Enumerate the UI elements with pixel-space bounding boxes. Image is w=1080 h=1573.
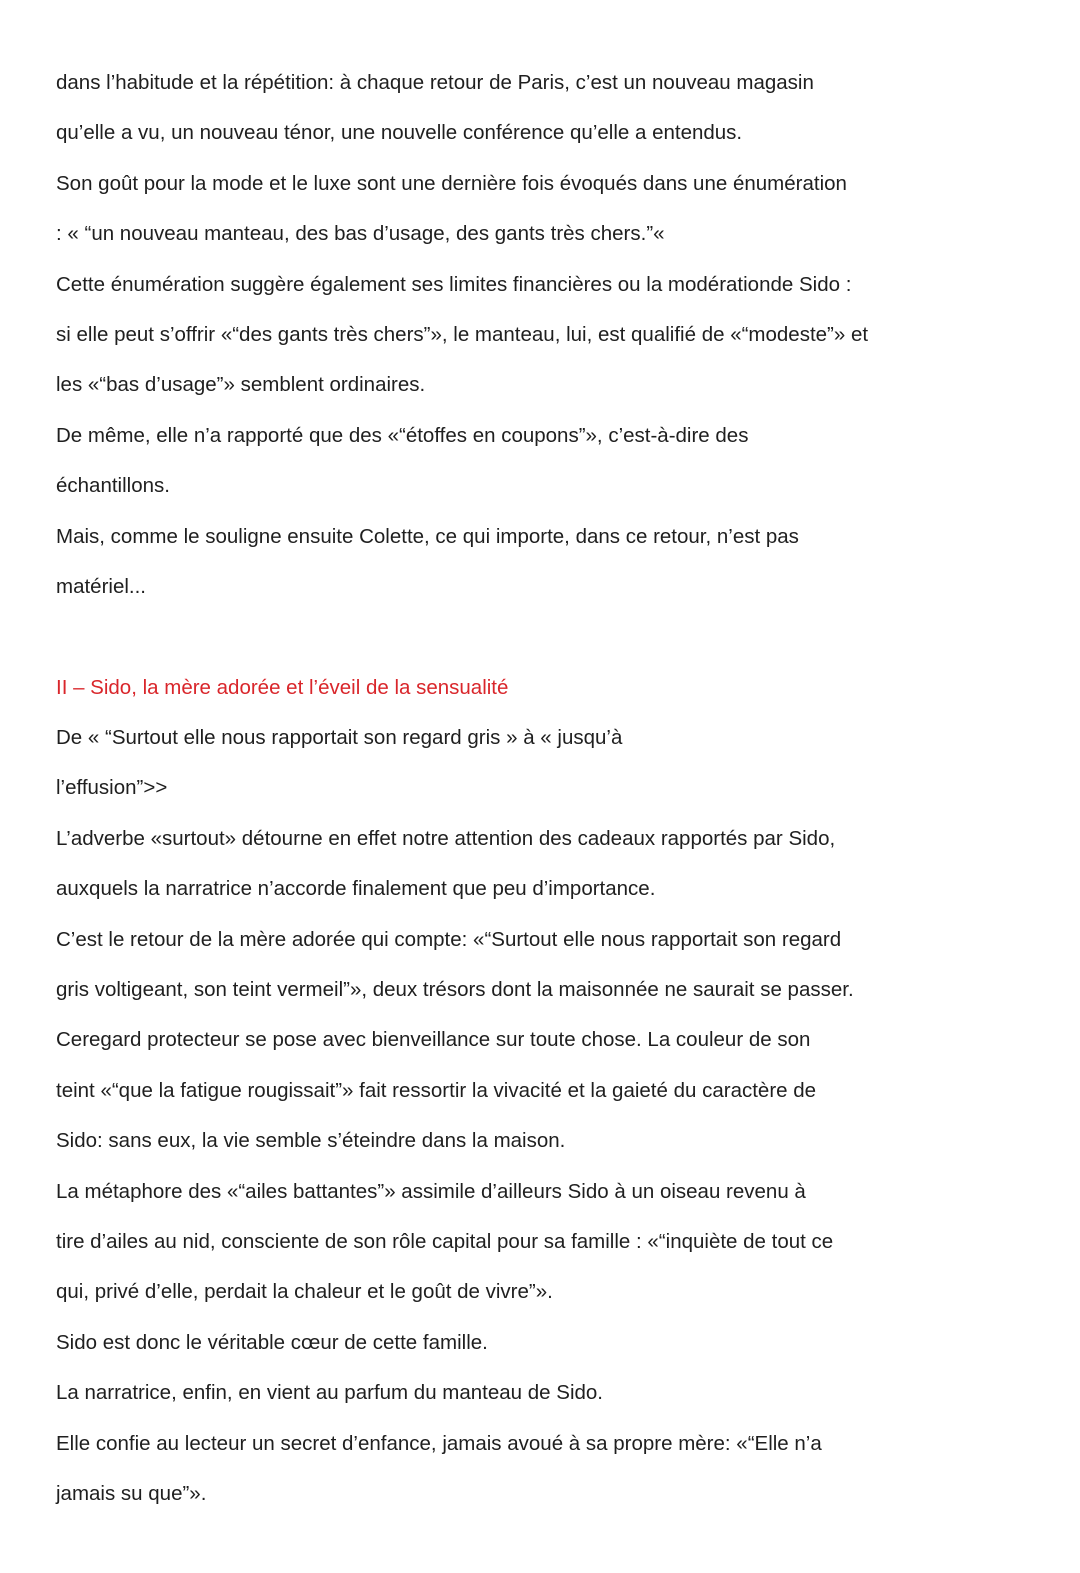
text-line: Ceregard protecteur se pose avec bienveillance sur toute chose. La couleur de son: [56, 1028, 811, 1052]
text-line: : « “un nouveau manteau, des bas d’usage, des gants très chers.”«: [56, 222, 665, 246]
paragraph: [56, 713, 1026, 814]
text-line: Son goût pour la mode et le luxe sont une dernière fois évoqués dans une énumération: [56, 171, 847, 195]
text-line: La narratrice, enfin, en vient au parfum du manteau de Sido.: [56, 1381, 604, 1405]
text-line: qui, privé d’elle, perdait la chaleur et le goût de vivre”».: [56, 1280, 553, 1304]
text-line: matériel...: [56, 574, 146, 598]
paragraph: [56, 915, 1026, 1167]
section-heading: II – Sido, la mère adorée et l’éveil de la sensualité: [56, 675, 509, 699]
text-line: gris voltigeant, son teint vermeil”», deux trésors dont la maisonnée ne saurait se passer.: [56, 978, 854, 1002]
text-line: Cette énumération suggère également ses limites financières ou la modérationde Sido :: [56, 272, 852, 296]
paragraph: [56, 1167, 1026, 1318]
text-line: si elle peut s’offrir «“des gants très chers”», le manteau, lui, est qualifié de «“modeste”» et: [56, 322, 869, 346]
paragraph: [56, 159, 1026, 260]
text-line: L’adverbe «surtout» détourne en effet notre attention des cadeaux rapportés par Sido,: [56, 826, 836, 850]
paragraph: [56, 1318, 1026, 1368]
text-line: l’effusion”>>: [56, 776, 168, 800]
text-line: La métaphore des «“ailes battantes”» assimile d’ailleurs Sido à un oiseau revenu à: [56, 1179, 806, 1203]
text-line: Sido: sans eux, la vie semble s’éteindre dans la maison.: [56, 1129, 566, 1153]
text-line: Elle confie au lecteur un secret d’enfance, jamais avoué à sa propre mère: «“Elle n’a: [56, 1431, 822, 1455]
paragraph: [56, 58, 1026, 159]
text-line: teint «“que la fatigue rougissait”» fait ressortir la vivacité et la gaieté du caractère de: [56, 1078, 817, 1102]
text-line: Mais, comme le souligne ensuite Colette, ce qui importe, dans ce retour, n’est pas: [56, 524, 799, 548]
text-line: auxquels la narratrice n’accorde finalement que peu d’importance.: [56, 877, 656, 901]
text-line: De « “Surtout elle nous rapportait son regard gris » à « jusqu’à: [56, 726, 623, 750]
paragraph: [56, 260, 1026, 411]
paragraph: [56, 814, 1026, 915]
paragraph: [56, 1368, 1026, 1418]
section-gap: [56, 612, 1026, 662]
text-line: De même, elle n’a rapporté que des «“étoffes en coupons”», c’est-à-dire des: [56, 423, 749, 447]
text-line: échantillons.: [56, 474, 170, 498]
paragraph: [56, 1419, 1026, 1520]
document-page: [56, 58, 1026, 1519]
text-line: qu’elle a vu, un nouveau ténor, une nouvelle conférence qu’elle a entendus.: [56, 121, 743, 145]
paragraph: [56, 411, 1026, 512]
paragraph: [56, 512, 1026, 613]
text-line: les «“bas d’usage”» semblent ordinaires.: [56, 373, 426, 397]
text-line: Sido est donc le véritable cœur de cette famille.: [56, 1330, 488, 1354]
text-line: jamais su que”».: [56, 1481, 207, 1505]
text-line: dans l’habitude et la répétition: à chaque retour de Paris, c’est un nouveau magasin: [56, 71, 814, 94]
text-line: tire d’ailes au nid, consciente de son rôle capital pour sa famille : «“inquiète de tout ce: [56, 1229, 834, 1253]
text-line: C’est le retour de la mère adorée qui compte: «“Surtout elle nous rapportait son regard: [56, 927, 842, 951]
